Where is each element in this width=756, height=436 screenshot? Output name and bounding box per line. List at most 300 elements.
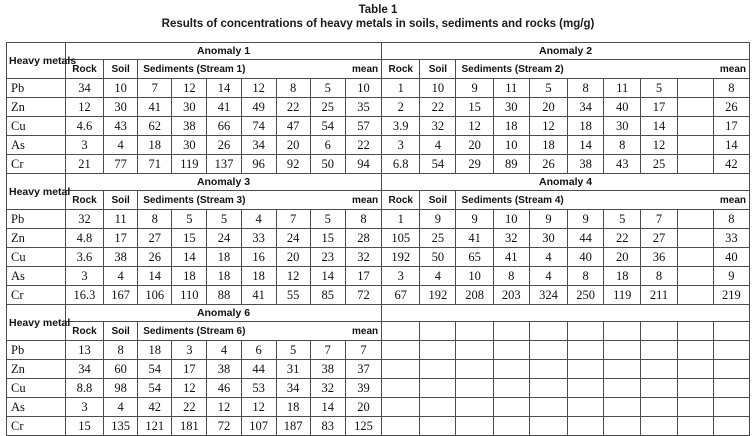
sediment-value: 14 [641, 117, 677, 136]
sediment-value: 203 [493, 286, 529, 305]
empty-cell [493, 379, 529, 398]
mean-value: 32 [345, 248, 381, 267]
empty-cell [677, 229, 713, 248]
sediment-value: 71 [138, 155, 172, 174]
table-row [7, 379, 750, 398]
empty-cell [713, 341, 749, 360]
soil-value: 4 [104, 267, 138, 286]
soil-value: 167 [104, 286, 138, 305]
sediment-value: 38 [310, 360, 345, 379]
col-header-rock: Rock [65, 322, 103, 341]
sediment-value: 41 [138, 98, 172, 117]
empty-cell [641, 322, 677, 341]
sediment-value: 4 [529, 248, 567, 267]
rock-value: 3 [382, 136, 420, 155]
empty-cell [382, 305, 750, 322]
sediment-value: 24 [276, 229, 310, 248]
rock-value: 13 [65, 341, 103, 360]
sediment-value: 54 [138, 379, 172, 398]
soil-value: 8 [104, 341, 138, 360]
empty-cell [677, 379, 713, 398]
empty-cell [493, 417, 529, 436]
table-row [7, 341, 750, 360]
col-header-mean: mean [345, 60, 381, 79]
mean-value: 125 [345, 417, 381, 436]
soil-value: 4 [104, 398, 138, 417]
sediment-value: 106 [138, 286, 172, 305]
mean-value: 8 [713, 210, 749, 229]
empty-cell [713, 379, 749, 398]
sediment-value: 12 [456, 117, 493, 136]
empty-cell [568, 322, 604, 341]
sediment-value: 324 [529, 286, 567, 305]
sediment-value: 17 [641, 98, 677, 117]
sediment-value: 92 [276, 155, 310, 174]
empty-cell [420, 398, 456, 417]
sediment-value: 119 [604, 286, 641, 305]
sediment-value: 41 [207, 98, 241, 117]
col-header-mean: mean [345, 322, 381, 341]
table-row [7, 248, 750, 267]
sediment-value: 55 [276, 286, 310, 305]
sediment-value: 30 [604, 117, 641, 136]
sediment-value: 18 [207, 248, 241, 267]
heavy-metal-header: Heavy metals [7, 43, 66, 79]
soil-value: 11 [104, 210, 138, 229]
sediment-value: 15 [456, 98, 493, 117]
sediment-value: 181 [172, 417, 207, 436]
element-label: Cr [7, 155, 66, 174]
empty-cell [568, 379, 604, 398]
sediment-value: 8 [138, 210, 172, 229]
col-header-mean: mean [345, 191, 381, 210]
sediment-value: 15 [172, 229, 207, 248]
empty-cell [493, 322, 529, 341]
sediment-value: 83 [310, 417, 345, 436]
sediment-value: 36 [641, 248, 677, 267]
sediment-value: 5 [276, 341, 310, 360]
sediment-value: 16 [241, 248, 276, 267]
empty-cell [677, 98, 713, 117]
col-header-sediments: Sediments (Stream 3) [138, 191, 346, 210]
sediment-value: 5 [207, 210, 241, 229]
sediment-value: 25 [310, 98, 345, 117]
sediment-value: 41 [456, 229, 493, 248]
sediment-value: 9 [568, 210, 604, 229]
sediment-value: 10 [456, 267, 493, 286]
sediment-value: 18 [138, 341, 172, 360]
sediment-value: 4 [241, 210, 276, 229]
sediment-value: 20 [276, 248, 310, 267]
rock-value: 67 [382, 286, 420, 305]
sediment-value: 25 [641, 155, 677, 174]
sediment-value: 9 [529, 210, 567, 229]
mean-value: 219 [713, 286, 749, 305]
sediment-value: 18 [138, 136, 172, 155]
mean-value: 28 [345, 229, 381, 248]
empty-cell [529, 398, 567, 417]
soil-value: 60 [104, 360, 138, 379]
sediment-value: 72 [207, 417, 241, 436]
empty-cell [456, 379, 493, 398]
sediment-value: 14 [138, 267, 172, 286]
soil-value: 22 [420, 98, 456, 117]
empty-cell [604, 417, 641, 436]
mean-value: 57 [345, 117, 381, 136]
sediment-value: 38 [207, 360, 241, 379]
sediment-value: 54 [310, 117, 345, 136]
sediment-value: 6 [310, 136, 345, 155]
empty-cell [568, 417, 604, 436]
rock-value: 3 [65, 398, 103, 417]
sediment-value: 40 [604, 98, 641, 117]
sediment-value: 121 [138, 417, 172, 436]
empty-cell [382, 379, 420, 398]
mean-value: 7 [345, 341, 381, 360]
empty-cell [529, 341, 567, 360]
sediment-value: 5 [172, 210, 207, 229]
col-header-soil: Soil [420, 191, 456, 210]
mean-value: 72 [345, 286, 381, 305]
sediment-value: 12 [172, 379, 207, 398]
empty-cell [641, 417, 677, 436]
sediment-value: 11 [493, 79, 529, 98]
sediment-value: 44 [241, 360, 276, 379]
empty-cell [677, 155, 713, 174]
table-row [7, 398, 750, 417]
mean-value: 14 [713, 136, 749, 155]
sediment-value: 20 [276, 136, 310, 155]
table-row [7, 79, 750, 98]
sediment-value: 38 [172, 117, 207, 136]
empty-cell [677, 286, 713, 305]
table-title: Results of concentrations of heavy metals in soils, sediments and rocks (mg/g) [161, 18, 595, 30]
table-row [7, 155, 750, 174]
empty-cell [677, 322, 713, 341]
heavy-metal-header: Heavy metal [7, 174, 66, 210]
anomaly-header: Anomaly 3 [65, 174, 381, 191]
soil-value: 9 [420, 210, 456, 229]
sediment-value: 23 [310, 248, 345, 267]
col-header-rock: Rock [65, 191, 103, 210]
element-label: Pb [7, 341, 66, 360]
empty-cell [604, 360, 641, 379]
sediment-value: 8 [493, 267, 529, 286]
sediment-value: 49 [241, 98, 276, 117]
element-label: Cu [7, 248, 66, 267]
sediment-value: 8 [604, 136, 641, 155]
sediment-value: 14 [207, 79, 241, 98]
sediment-value: 8 [276, 79, 310, 98]
rock-value: 2 [382, 98, 420, 117]
element-label: Cu [7, 379, 66, 398]
sediment-value: 38 [568, 155, 604, 174]
mean-value: 9 [713, 267, 749, 286]
empty-cell [568, 360, 604, 379]
sediment-value: 26 [138, 248, 172, 267]
soil-value: 10 [420, 79, 456, 98]
empty-cell [493, 360, 529, 379]
mean-value: 35 [345, 98, 381, 117]
sediment-value: 40 [568, 248, 604, 267]
col-header-soil: Soil [420, 60, 456, 79]
element-label: Pb [7, 210, 66, 229]
col-header-sediments: Sediments (Stream 1) [138, 60, 346, 79]
empty-cell [713, 360, 749, 379]
sediment-value: 14 [568, 136, 604, 155]
sediment-value: 33 [241, 229, 276, 248]
sediment-value: 7 [641, 210, 677, 229]
element-label: Cr [7, 417, 66, 436]
sediment-value: 10 [493, 210, 529, 229]
empty-cell [568, 341, 604, 360]
sediment-value: 30 [172, 98, 207, 117]
sediment-value: 5 [310, 79, 345, 98]
rock-value: 1 [382, 210, 420, 229]
sediment-value: 20 [529, 98, 567, 117]
empty-cell [604, 379, 641, 398]
empty-cell [604, 322, 641, 341]
empty-cell [641, 379, 677, 398]
empty-cell [382, 398, 420, 417]
col-header-sediments: Sediments (Stream 4) [456, 191, 713, 210]
soil-value: 4 [420, 267, 456, 286]
sediment-value: 10 [493, 136, 529, 155]
sediment-value: 44 [568, 229, 604, 248]
sediment-value: 12 [172, 79, 207, 98]
empty-cell [493, 341, 529, 360]
soil-value: 17 [104, 229, 138, 248]
sediment-value: 7 [138, 79, 172, 98]
sediment-value: 5 [529, 79, 567, 98]
empty-cell [604, 341, 641, 360]
element-label: Zn [7, 229, 66, 248]
sediment-value: 46 [207, 379, 241, 398]
table-row [7, 98, 750, 117]
rock-value: 4.6 [65, 117, 103, 136]
soil-value: 98 [104, 379, 138, 398]
anomaly-header: Anomaly 1 [65, 43, 381, 60]
col-header-rock: Rock [382, 191, 420, 210]
sediment-value: 18 [241, 267, 276, 286]
empty-cell [529, 322, 567, 341]
sediment-value: 85 [310, 286, 345, 305]
empty-cell [529, 360, 567, 379]
soil-value: 38 [104, 248, 138, 267]
table-row [7, 360, 750, 379]
col-header-rock: Rock [65, 60, 103, 79]
sediment-value: 32 [310, 379, 345, 398]
rock-value: 3.9 [382, 117, 420, 136]
empty-cell [677, 117, 713, 136]
heavy-metal-header: Heavy metal [7, 305, 66, 341]
concentration-table [6, 42, 750, 436]
sediment-value: 107 [241, 417, 276, 436]
element-label: Cu [7, 117, 66, 136]
sediment-value: 30 [529, 229, 567, 248]
rock-value: 21 [65, 155, 103, 174]
empty-cell [677, 341, 713, 360]
sediment-value: 6 [241, 341, 276, 360]
empty-cell [677, 136, 713, 155]
sediment-value: 22 [276, 98, 310, 117]
element-label: As [7, 267, 66, 286]
sediment-value: 65 [456, 248, 493, 267]
sediment-value: 7 [276, 210, 310, 229]
sediment-value: 119 [172, 155, 207, 174]
mean-value: 8 [345, 210, 381, 229]
soil-value: 32 [420, 117, 456, 136]
empty-cell [677, 267, 713, 286]
sediment-value: 30 [493, 98, 529, 117]
empty-cell [456, 322, 493, 341]
empty-cell [641, 341, 677, 360]
element-label: Zn [7, 360, 66, 379]
sediment-value: 27 [641, 229, 677, 248]
mean-value: 17 [345, 267, 381, 286]
sediment-value: 12 [641, 136, 677, 155]
rock-value: 3 [382, 267, 420, 286]
table-caption [0, 3, 756, 31]
sediment-value: 22 [172, 398, 207, 417]
sediment-value: 62 [138, 117, 172, 136]
col-header-soil: Soil [104, 60, 138, 79]
table-label: Table 1 [358, 4, 398, 16]
sediment-value: 12 [241, 398, 276, 417]
mean-value: 94 [345, 155, 381, 174]
sediment-value: 12 [529, 117, 567, 136]
empty-cell [382, 360, 420, 379]
sediment-value: 26 [207, 136, 241, 155]
rock-value: 34 [65, 79, 103, 98]
mean-value: 39 [345, 379, 381, 398]
rock-value: 3.6 [65, 248, 103, 267]
empty-cell [677, 248, 713, 267]
sediment-value: 50 [310, 155, 345, 174]
table-row [7, 267, 750, 286]
soil-value: 77 [104, 155, 138, 174]
soil-value: 4 [420, 136, 456, 155]
sediment-value: 66 [207, 117, 241, 136]
empty-cell [420, 417, 456, 436]
sediment-value: 3 [172, 341, 207, 360]
mean-value: 26 [713, 98, 749, 117]
sediment-value: 18 [568, 117, 604, 136]
sediment-value: 96 [241, 155, 276, 174]
sediment-value: 12 [276, 267, 310, 286]
sediment-value: 34 [568, 98, 604, 117]
sediment-value: 41 [493, 248, 529, 267]
sediment-value: 5 [641, 79, 677, 98]
col-header-sediments: Sediments (Stream 2) [456, 60, 713, 79]
sediment-value: 12 [207, 398, 241, 417]
sediment-value: 17 [172, 360, 207, 379]
soil-value: 54 [420, 155, 456, 174]
soil-value: 50 [420, 248, 456, 267]
empty-cell [713, 322, 749, 341]
sediment-value: 30 [172, 136, 207, 155]
col-header-rock: Rock [382, 60, 420, 79]
sediment-value: 18 [276, 398, 310, 417]
empty-cell [420, 341, 456, 360]
rock-value: 3 [65, 136, 103, 155]
sediment-value: 4 [207, 341, 241, 360]
sediment-value: 5 [604, 210, 641, 229]
empty-cell [529, 379, 567, 398]
rock-value: 34 [65, 360, 103, 379]
sediment-value: 15 [310, 229, 345, 248]
mean-value: 20 [345, 398, 381, 417]
soil-value: 10 [104, 79, 138, 98]
element-label: Zn [7, 98, 66, 117]
empty-cell [641, 398, 677, 417]
empty-cell [677, 210, 713, 229]
sediment-value: 8 [568, 79, 604, 98]
empty-cell [529, 417, 567, 436]
empty-cell [677, 417, 713, 436]
sediment-value: 14 [172, 248, 207, 267]
anomaly-header: Anomaly 2 [382, 43, 750, 60]
table-row [7, 117, 750, 136]
rock-value: 192 [382, 248, 420, 267]
rock-value: 12 [65, 98, 103, 117]
empty-cell [420, 379, 456, 398]
sediment-value: 32 [493, 229, 529, 248]
empty-cell [456, 341, 493, 360]
sediment-value: 8 [568, 267, 604, 286]
sediment-value: 137 [207, 155, 241, 174]
sediment-value: 24 [207, 229, 241, 248]
empty-cell [420, 360, 456, 379]
anomaly-header: Anomaly 6 [65, 305, 381, 322]
soil-value: 30 [104, 98, 138, 117]
mean-value: 17 [713, 117, 749, 136]
sediment-value: 54 [138, 360, 172, 379]
sediment-value: 18 [604, 267, 641, 286]
element-label: Cr [7, 286, 66, 305]
rock-value: 6.8 [382, 155, 420, 174]
empty-cell [456, 398, 493, 417]
rock-value: 1 [382, 79, 420, 98]
sediment-value: 18 [493, 117, 529, 136]
rock-value: 105 [382, 229, 420, 248]
empty-cell [382, 341, 420, 360]
empty-cell [420, 322, 456, 341]
sediment-value: 250 [568, 286, 604, 305]
table-row [7, 210, 750, 229]
sediment-value: 110 [172, 286, 207, 305]
sediment-value: 89 [493, 155, 529, 174]
sediment-value: 12 [241, 79, 276, 98]
soil-value: 192 [420, 286, 456, 305]
sediment-value: 18 [529, 136, 567, 155]
table-row [7, 417, 750, 436]
sediment-value: 187 [276, 417, 310, 436]
mean-value: 10 [345, 79, 381, 98]
sediment-value: 20 [604, 248, 641, 267]
sediment-value: 208 [456, 286, 493, 305]
empty-cell [456, 360, 493, 379]
soil-value: 25 [420, 229, 456, 248]
table-row [7, 136, 750, 155]
sediment-value: 18 [172, 267, 207, 286]
element-label: Pb [7, 79, 66, 98]
empty-cell [677, 398, 713, 417]
rock-value: 15 [65, 417, 103, 436]
empty-cell [641, 360, 677, 379]
sediment-value: 11 [604, 79, 641, 98]
sediment-value: 18 [207, 267, 241, 286]
